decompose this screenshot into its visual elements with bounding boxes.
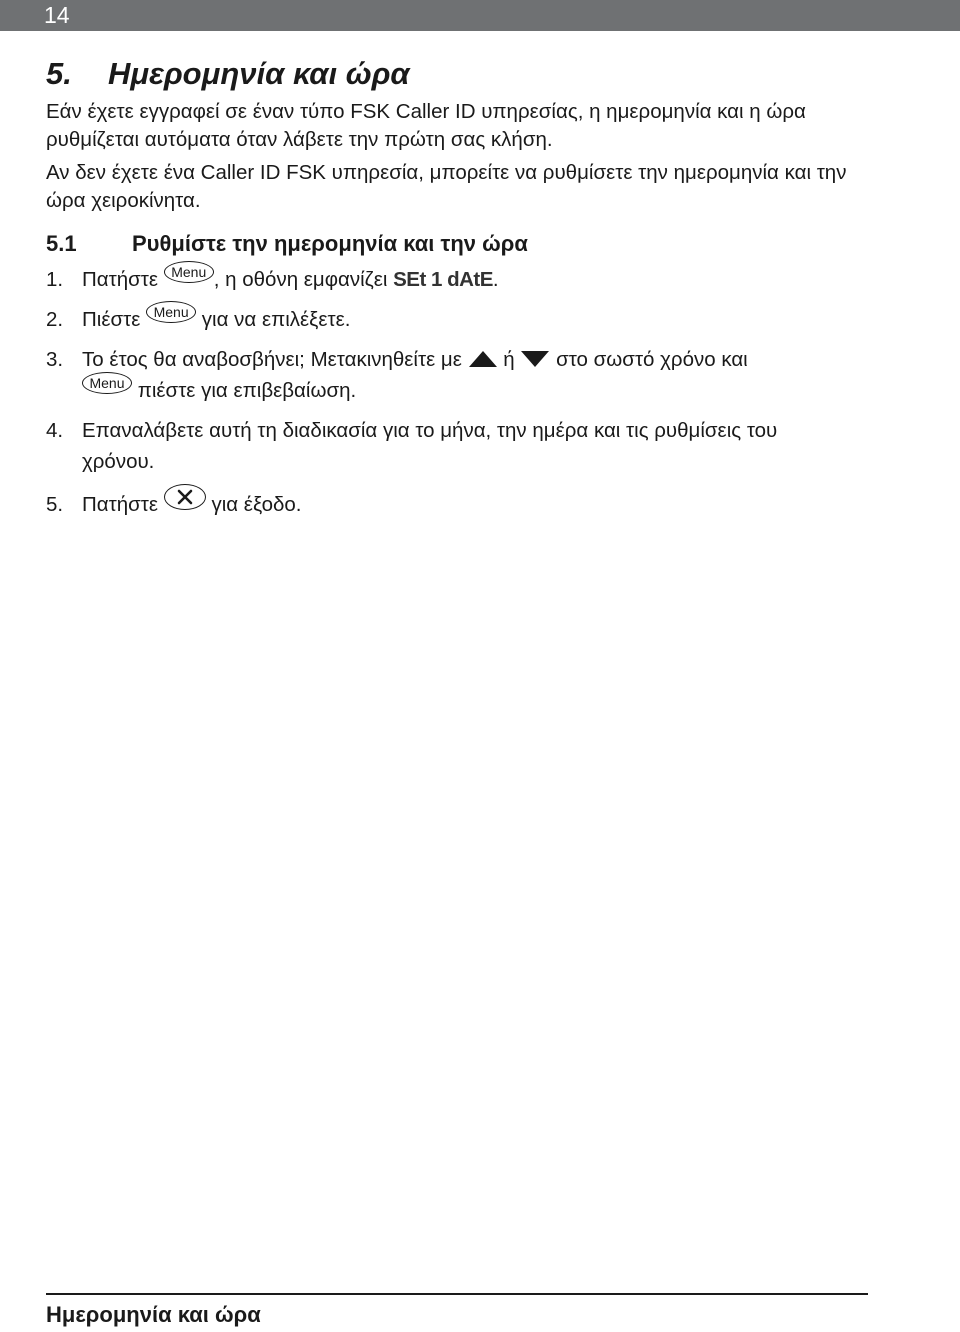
chapter-title-text: Ημερομηνία και ώρα <box>108 56 410 91</box>
menu-key-icon: Menu <box>164 261 214 283</box>
footer-title: Ημερομηνία και ώρα <box>46 1302 261 1327</box>
step-text: , η οθόνη εμφανίζει <box>213 268 388 291</box>
step-text: χρόνου. <box>82 450 155 473</box>
step-text: για να επιλέξετε. <box>201 308 351 331</box>
footer-divider <box>46 1293 868 1295</box>
chapter-number: 5. <box>46 56 72 91</box>
step-text: Πατήστε <box>82 268 159 291</box>
triangle-down-icon <box>520 350 550 368</box>
step-number: 2. <box>46 308 64 331</box>
step-number: 5. <box>46 493 64 516</box>
step-text: πιέστε για επιβεβαίωση. <box>137 379 357 402</box>
section-number: 5.1 <box>46 231 77 256</box>
menu-key-icon: Menu <box>82 372 132 394</box>
step-number: 1. <box>46 268 64 291</box>
close-x-icon <box>164 484 206 510</box>
intro-paragraph-2: Αν δεν έχετε ένα Caller ID FSK υπηρεσία, μπορείτε να ρυθμίσετε την ημερομηνία και την ώρα χειροκίνητα. <box>46 161 847 212</box>
step-text: Το έτος θα αναβοσβήνει; Μετακινηθείτε με <box>82 348 462 371</box>
step-text: Πατήστε <box>82 493 159 516</box>
triangle-up-icon <box>468 350 498 368</box>
step-text: . <box>492 268 499 291</box>
intro-paragraph-1: Εάν έχετε εγγραφεί σε έναν τύπο FSK Caller ID υπηρεσίας, η ημερομηνία και η ώρα ρυθμίζεται αυτόματα όταν λάβετε την πρώτη σας κλήση. <box>46 100 806 151</box>
menu-key-icon: Menu <box>146 301 196 323</box>
step-number: 3. <box>46 348 64 371</box>
chapter-title <box>46 54 410 94</box>
page-number: 14 <box>44 2 70 28</box>
page-header-bar <box>0 0 960 31</box>
step-text: ή <box>503 348 515 371</box>
section-title <box>46 228 528 260</box>
step-text: Πιέστε <box>82 308 141 331</box>
step-text: Επαναλάβετε αυτή τη διαδικασία για το μήνα, την ημέρα και τις ρυθμίσεις του <box>82 419 778 442</box>
step-number: 4. <box>46 419 64 442</box>
step-text: για έξοδο. <box>211 493 302 516</box>
section-title-text: Ρυθμίστε την ημερομηνία και την ώρα <box>132 231 528 256</box>
step-text: στο σωστό χρόνο και <box>556 348 748 371</box>
display-readout: SEt 1 dAtE <box>393 268 493 291</box>
